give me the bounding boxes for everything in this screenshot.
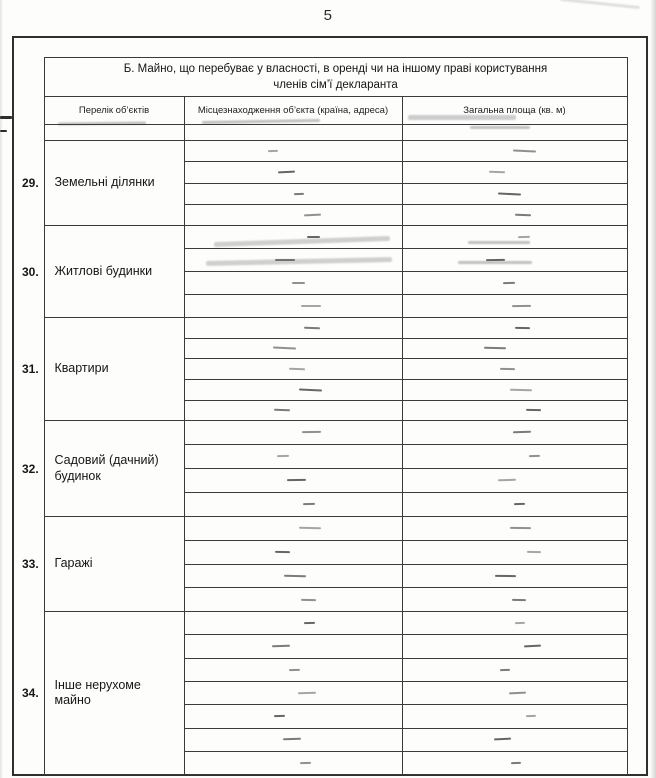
empty-dash-mark	[513, 150, 536, 153]
section-title-line1: Б. Майно, що перебуває у власності, в оренді чи на іншому праві користування	[123, 63, 548, 75]
area-cell	[402, 400, 627, 421]
empty-dash-mark	[515, 327, 530, 329]
empty-dash-mark	[303, 213, 320, 216]
empty-dash-mark	[529, 455, 540, 457]
empty-dash-mark	[288, 668, 299, 670]
empty-dash-mark	[512, 305, 531, 307]
scan-artifact	[0, 130, 7, 132]
area-cell	[402, 493, 627, 517]
empty-dash-mark	[483, 347, 505, 350]
empty-dash-mark	[275, 259, 295, 261]
scan-artifact	[0, 116, 12, 119]
entry-line-row	[14, 226, 627, 249]
margin-cell	[14, 97, 44, 125]
area-cell	[402, 588, 627, 612]
entry-line-row	[14, 517, 627, 541]
spacer-cell	[402, 125, 627, 141]
empty-dash-mark	[514, 503, 525, 505]
empty-dash-mark	[298, 692, 316, 695]
row-number: 33.	[22, 557, 39, 572]
empty-dash-mark	[289, 368, 305, 371]
row-number: 34.	[22, 686, 39, 701]
area-cell	[402, 204, 627, 225]
area-cell	[402, 445, 627, 469]
empty-dash-mark	[512, 431, 530, 434]
empty-dash-mark	[510, 527, 531, 529]
column-header-area: Загальна площа (кв. м)	[402, 97, 627, 125]
entry-line-row	[14, 421, 627, 445]
empty-dash-mark	[303, 622, 314, 624]
empty-dash-mark	[514, 213, 530, 216]
empty-dash-mark	[299, 762, 310, 764]
empty-dash-mark	[526, 409, 541, 411]
location-cell	[184, 751, 402, 774]
empty-dash-mark	[524, 645, 541, 648]
empty-dash-mark	[268, 150, 278, 152]
location-cell	[184, 141, 402, 162]
spacer-cell	[184, 125, 402, 141]
area-cell	[402, 183, 627, 204]
empty-dash-mark	[498, 192, 521, 195]
location-cell	[184, 588, 402, 612]
empty-dash-mark	[486, 259, 505, 261]
empty-dash-mark	[509, 692, 526, 695]
location-cell	[184, 400, 402, 421]
empty-dash-mark	[301, 305, 321, 307]
area-cell	[402, 249, 627, 272]
area-cell	[402, 141, 627, 162]
location-cell	[184, 295, 402, 318]
location-cell	[184, 705, 402, 728]
location-cell	[184, 359, 402, 380]
empty-dash-mark	[283, 738, 301, 741]
empty-dash-mark	[517, 236, 529, 238]
location-cell	[184, 612, 402, 635]
location-cell	[184, 682, 402, 705]
empty-dash-mark	[494, 738, 511, 741]
object-type-label: Гаражі	[44, 517, 184, 612]
empty-dash-mark	[525, 715, 535, 717]
empty-dash-mark	[272, 645, 290, 648]
section-title	[44, 58, 627, 97]
location-cell	[184, 564, 402, 588]
area-cell	[402, 612, 627, 635]
spacer-cell	[44, 125, 184, 141]
area-cell	[402, 517, 627, 541]
object-type-label: Садовий (дачний) будинок	[44, 421, 184, 517]
area-cell	[402, 751, 627, 774]
form-frame	[12, 36, 648, 776]
empty-dash-mark	[307, 236, 320, 238]
empty-dash-mark	[294, 192, 304, 194]
empty-dash-mark	[526, 551, 540, 553]
empty-dash-mark	[495, 575, 516, 577]
area-cell	[402, 338, 627, 359]
empty-dash-mark	[292, 282, 305, 284]
column-header-location: Місцезнаходження об’єкта (країна, адреса)	[184, 97, 402, 125]
margin-cell	[14, 58, 44, 97]
location-cell	[184, 469, 402, 493]
area-cell	[402, 469, 627, 493]
location-cell	[184, 226, 402, 249]
location-cell	[184, 445, 402, 469]
area-cell	[402, 295, 627, 318]
empty-dash-mark	[277, 171, 294, 174]
location-cell	[184, 728, 402, 751]
location-cell	[184, 204, 402, 225]
empty-dash-mark	[488, 171, 504, 174]
area-cell	[402, 379, 627, 400]
area-cell	[402, 728, 627, 751]
row-number: 30.	[22, 264, 39, 279]
area-cell	[402, 421, 627, 445]
empty-dash-mark	[301, 431, 320, 433]
area-cell	[402, 564, 627, 588]
empty-dash-mark	[274, 409, 290, 412]
empty-dash-mark	[510, 762, 520, 764]
location-cell	[184, 272, 402, 295]
object-type-label: Земельні ділянки	[44, 141, 184, 226]
area-cell	[402, 272, 627, 295]
property-table	[14, 57, 628, 775]
page-number: 5	[323, 7, 333, 24]
location-cell	[184, 493, 402, 517]
area-cell	[402, 540, 627, 564]
object-type-label: Житлові будинки	[44, 226, 184, 318]
empty-dash-mark	[274, 551, 289, 553]
location-cell	[184, 540, 402, 564]
object-type-label: Інше нерухоме майно	[44, 612, 184, 775]
empty-dash-mark	[502, 282, 514, 284]
section-title-line2: членів сім’ї декларанта	[273, 79, 398, 92]
area-cell	[402, 226, 627, 249]
empty-dash-mark	[303, 503, 315, 505]
column-header-objects: Перелік об’єктів	[44, 97, 184, 125]
area-cell	[402, 682, 627, 705]
margin-cell	[14, 125, 44, 141]
row-number: 31.	[22, 362, 39, 377]
entry-line-row	[14, 141, 627, 162]
header-row	[14, 97, 627, 125]
empty-dash-mark	[499, 668, 509, 670]
empty-dash-mark	[286, 479, 305, 481]
empty-dash-mark	[509, 388, 531, 391]
area-cell	[402, 705, 627, 728]
empty-dash-mark	[300, 598, 315, 600]
location-cell	[184, 249, 402, 272]
row-number: 32.	[22, 461, 39, 476]
empty-dash-mark	[298, 388, 321, 391]
empty-dash-mark	[272, 347, 295, 350]
empty-dash-mark	[299, 527, 321, 530]
area-cell	[402, 318, 627, 339]
empty-dash-mark	[511, 598, 525, 600]
location-cell	[184, 162, 402, 183]
empty-dash-mark	[514, 622, 524, 624]
spacer-row	[14, 125, 627, 141]
empty-dash-mark	[277, 455, 289, 457]
object-type-label: Квартири	[44, 318, 184, 421]
empty-dash-mark	[497, 479, 515, 482]
location-cell	[184, 517, 402, 541]
area-cell	[402, 359, 627, 380]
location-cell	[184, 379, 402, 400]
empty-dash-mark	[304, 326, 320, 329]
location-cell	[184, 635, 402, 658]
location-cell	[184, 338, 402, 359]
area-cell	[402, 635, 627, 658]
empty-dash-mark	[273, 715, 284, 717]
area-cell	[402, 658, 627, 681]
title-row	[14, 58, 627, 97]
empty-dash-mark	[284, 574, 306, 577]
location-cell	[184, 421, 402, 445]
area-cell	[402, 162, 627, 183]
location-cell	[184, 658, 402, 681]
entry-line-row	[14, 318, 627, 339]
location-cell	[184, 183, 402, 204]
empty-dash-mark	[500, 368, 515, 370]
entry-line-row	[14, 612, 627, 635]
row-number: 29.	[22, 176, 39, 191]
location-cell	[184, 318, 402, 339]
